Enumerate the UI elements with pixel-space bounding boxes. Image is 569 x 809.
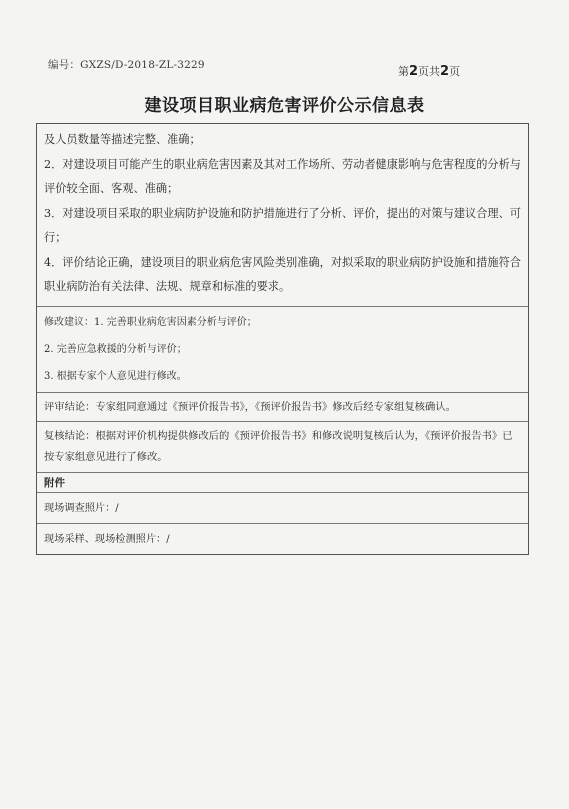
document-title: 建设项目职业病危害评价公示信息表 [144, 96, 425, 116]
document-number: 编号：GXZS/D-2018-ZL-3229 [48, 59, 205, 71]
sampling-photos-row: 现场采样、现场检测照片：/ [37, 523, 528, 554]
attachments-heading: 附件 [37, 472, 528, 492]
page-total: 2 [440, 64, 450, 79]
review-conclusion-text: 评审结论：专家组同意通过《预评价报告书》，《预评价报告书》修改后经专家组复核确认。 [44, 400, 456, 413]
suggestions-cell [37, 306, 528, 392]
page-prefix: 第 [398, 65, 409, 78]
page-indicator [398, 63, 460, 79]
page-current: 2 [409, 64, 419, 79]
recheck-conclusion-text: 复核结论：根据对评价机构提供修改后的《预评价报告书》和修改说明复核后认为，《预评价报告书》已按专家组意见进行了修改。 [44, 429, 513, 463]
page-suffix: 页 [449, 65, 461, 78]
page-mid: 页共 [418, 65, 441, 78]
info-table [36, 123, 529, 555]
suggestion-line-2: 2. 完善应急救援的分析与评价； [44, 343, 187, 355]
evaluation-line-2: 2．对建设项目可能产生的职业病危害因素及其对工作场所、劳动者健康影响与危害程度的分析与评价较全面、客观、准确； [44, 157, 521, 195]
site-photos-row: 现场调查照片：/ [37, 492, 528, 523]
evaluation-line-1: 及人员数量等描述完整、准确； [44, 133, 201, 146]
review-conclusion-cell [37, 392, 528, 421]
evaluation-line-3: 3．对建设项目采取的职业病防护设施和防护措施进行了分析、评价，提出的对策与建议合理、可行； [44, 206, 521, 244]
suggestion-line-1: 修改建议：1. 完善职业病危害因素分析与评价； [44, 316, 257, 328]
suggestion-line-3: 3. 根据专家个人意见进行修改。 [44, 370, 187, 382]
recheck-conclusion-cell [37, 421, 528, 472]
evaluation-content-cell [37, 124, 528, 306]
evaluation-line-4: 4．评价结论正确，建设项目的职业病危害风险类别准确，对拟采取的职业病防护设施和措施符合职业病防治有关法律、法规、规章和标准的要求。 [44, 255, 521, 293]
